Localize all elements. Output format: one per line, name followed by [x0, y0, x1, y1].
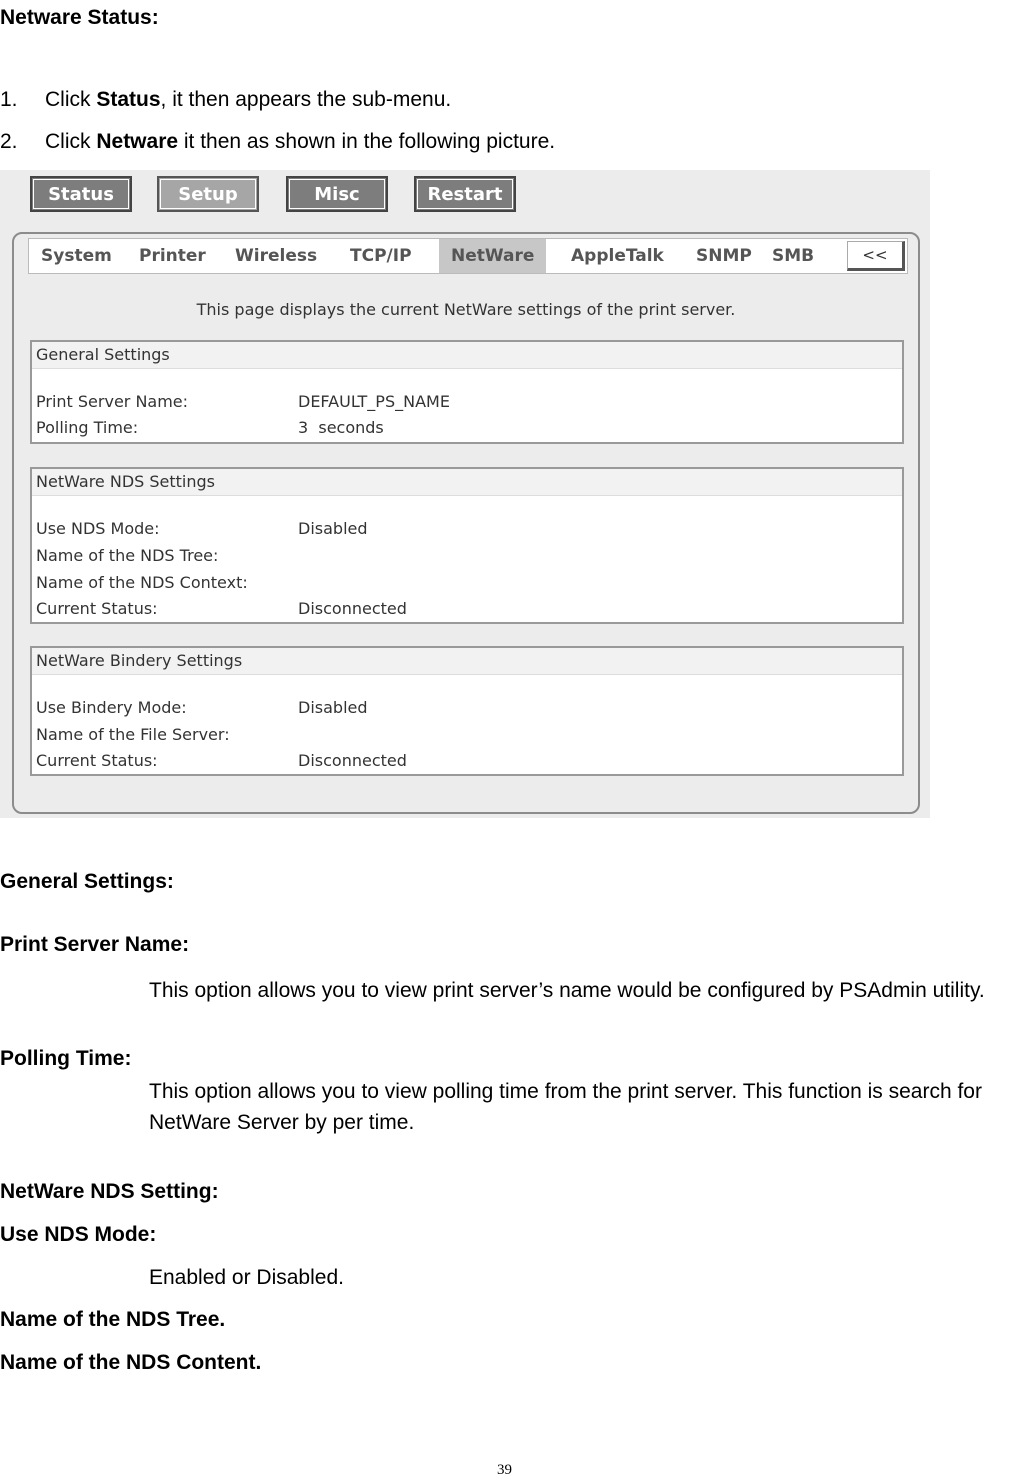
step-number: 1. [0, 88, 18, 111]
polling-time-text: This option allows you to view polling time from the print server. This function is search for NetWare Server by per time. [149, 1080, 982, 1134]
row-value: Disconnected [298, 599, 407, 618]
step-text: Click [45, 130, 97, 153]
info-row [36, 725, 230, 744]
step-number: 2. [0, 130, 18, 153]
step-bold: Status [96, 88, 161, 111]
netware-screenshot [0, 170, 930, 818]
info-row [36, 519, 368, 538]
tab-netware[interactable]: NetWare [439, 239, 546, 273]
step-text: it then as shown in the following picture. [178, 130, 556, 153]
box-title: NetWare Bindery Settings [32, 648, 902, 675]
nds-tree-heading: Name of the NDS Tree. [0, 1308, 226, 1331]
nds-setting-heading: NetWare NDS Setting: [0, 1180, 219, 1203]
tab-system[interactable]: System [41, 246, 112, 266]
info-row [36, 546, 218, 565]
nds-content-heading: Name of the NDS Content. [0, 1351, 262, 1374]
info-row [36, 599, 407, 618]
bindery-settings-box [30, 646, 904, 776]
page-heading: Netware Status: [0, 6, 159, 29]
row-label: Print Server Name: [36, 392, 189, 411]
general-settings-heading: General Settings: [0, 870, 174, 893]
row-label: Use NDS Mode: [36, 519, 160, 538]
polling-time-heading: Polling Time: [0, 1047, 132, 1070]
general-settings-box [30, 340, 904, 444]
nds-settings-box [30, 467, 904, 624]
step-text: , it then appears the sub-menu. [160, 88, 452, 111]
netware-panel [12, 232, 920, 814]
step-1 [0, 88, 452, 112]
box-title: NetWare NDS Settings [32, 469, 902, 496]
row-value: Disabled [298, 519, 368, 538]
print-server-name-heading: Print Server Name: [0, 933, 190, 956]
row-label: Use Bindery Mode: [36, 698, 187, 717]
page-number: 39 [497, 1462, 512, 1478]
misc-button[interactable]: Misc [286, 176, 388, 212]
tab-appletalk[interactable]: AppleTalk [571, 246, 664, 266]
restart-button[interactable]: Restart [414, 176, 516, 212]
info-row [36, 698, 368, 717]
step-2 [0, 130, 556, 154]
use-nds-mode-heading: Use NDS Mode: [0, 1223, 157, 1246]
tab-bar [28, 238, 908, 274]
row-label: Name of the File Server: [36, 725, 230, 744]
row-label: Current Status: [36, 599, 158, 618]
tab-snmp[interactable]: SNMP [696, 246, 752, 266]
row-label: Current Status: [36, 751, 158, 770]
step-text: Click [45, 88, 97, 111]
row-label: Name of the NDS Context: [36, 573, 248, 592]
step-bold: Netware [96, 130, 179, 153]
row-label: Name of the NDS Tree: [36, 546, 219, 565]
row-value: Disabled [298, 698, 368, 717]
print-server-name-text: This option allows you to view print server’s name would be configured by PSAdmin utility. [149, 979, 985, 1002]
info-row [36, 418, 384, 437]
tab-smb[interactable]: SMB [772, 246, 815, 266]
status-button[interactable]: Status [30, 176, 132, 212]
setup-button[interactable]: Setup [157, 176, 259, 212]
box-title: General Settings [32, 342, 902, 369]
info-row [36, 573, 248, 592]
tab-printer[interactable]: Printer [139, 246, 206, 266]
use-nds-mode-text: Enabled or Disabled. [149, 1266, 344, 1289]
tab-wireless[interactable]: Wireless [235, 246, 318, 266]
tab-tcpip[interactable]: TCP/IP [350, 246, 412, 266]
info-row [36, 392, 450, 411]
row-label: Polling Time: [36, 418, 139, 437]
page-description: This page displays the current NetWare settings of the print server. [196, 300, 736, 319]
collapse-button[interactable]: << [847, 241, 905, 271]
row-value: 3 seconds [298, 418, 384, 437]
info-row [36, 751, 407, 770]
row-value: DEFAULT_PS_NAME [298, 392, 450, 411]
row-value: Disconnected [298, 751, 407, 770]
